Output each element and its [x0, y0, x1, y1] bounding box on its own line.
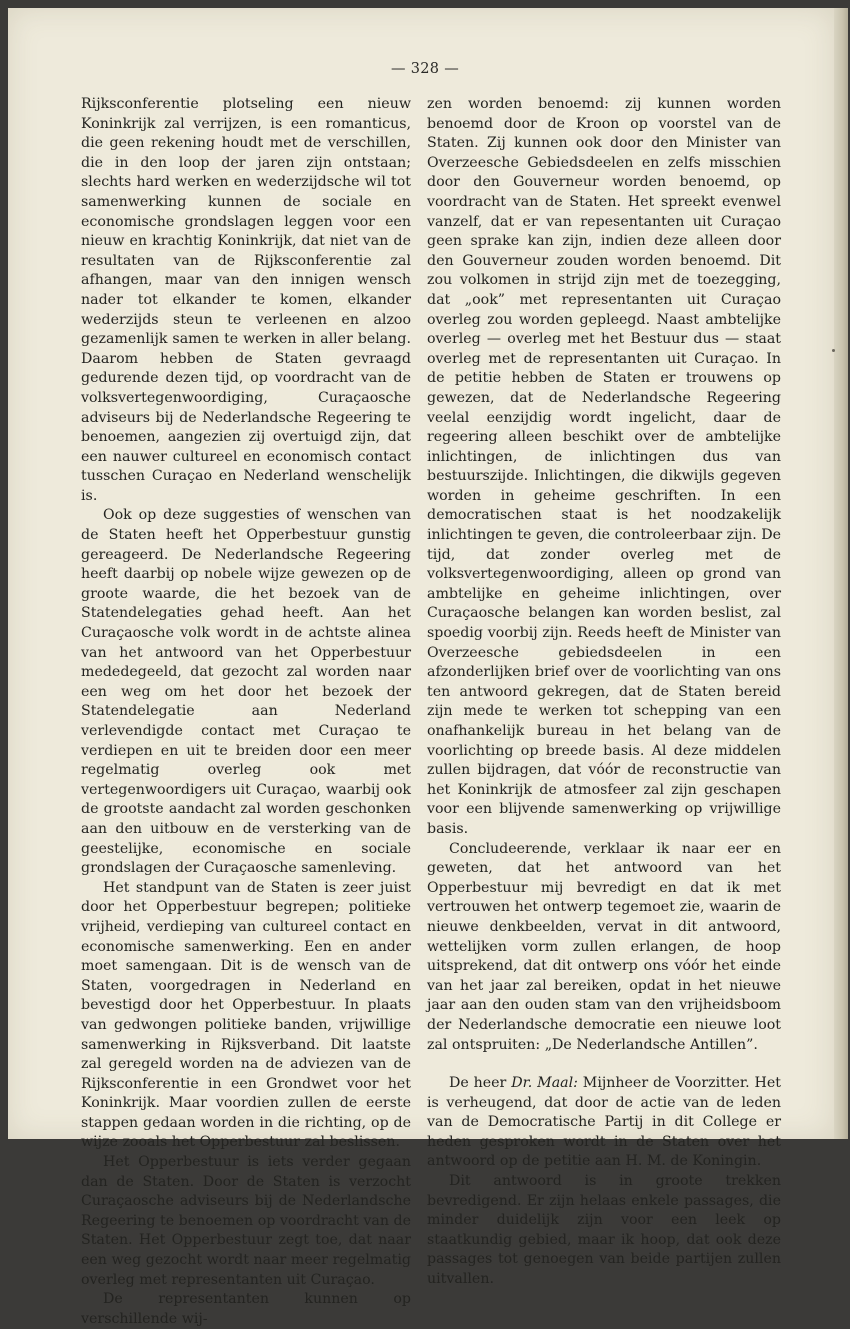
paragraph: Dit antwoord is in groote trekken bevredigend. Er zijn helaas enkele passages, die minder duidelijk zijn voor een leek op staatkundig gebied, maar ik hoop, dat ook deze passages tot genoegen van beide partijen zullen uitvallen.	[427, 1173, 781, 1288]
speech-text: Mijnheer de Voorzitter. Het is verheugend, dat door de actie van de leden van de Democratische Partij in dit College er heden gesproken wordt in de Staten over het antwoord op de petitie aan H. M. de Koningin.	[427, 1075, 781, 1170]
paragraph: Het standpunt van de Staten is zeer juist door het Opperbestuur begrepen; politieke vrijheid, verdieping van cultureel contact en economische samenwerking. Een en ander moet samengaan. Dit is de wensch van de Staten, voorgedragen in Nederland en bevestigd door het Opperbestuur. In plaats van gedwongen politieke banden, vrijwillige samenwerking in Rijksverband. Dit laatste zal geregeld worden na de adviezen van de Rijksconferentie in een Grondwet voor het Koninkrijk. Maar voordien zullen de eerste stappen gedaan worden in die richting, op de wijze zooals het Opperbestuur zal beslissen.	[81, 879, 411, 1151]
paragraph: zen worden benoemd: zij kunnen worden benoemd door de Kroon op voorstel van de Staten. Zij kunnen ook door den Minister van Overzeesche Gebiedsdeelen en zelfs misschien door den Gouverneur worden benoemd, op voordracht van de Staten. Het spreekt evenwel vanzelf, dat er van repesentanten uit Curaçao geen sprake kan zijn, indien deze alleen door den Gouverneur zouden worden benoemd. Dit zou volkomen in strijd zijn met de toezegging, dat „ook” met representanten uit Curaçao overleg zou worden gepleegd. Naast ambtelijke overleg — overleg met het Bestuur dus — staat overleg met de representanten uit Curaçao. In de petitie hebben de Staten er trouwens op gewezen, dat de Nederlandsche Regeering veelal eenzijdig wordt ingelicht, daar de regeering alleen beschikt over de ambtelijke inlichtingen, de inlichtingen dus van bestuurszijde. Inlichtingen, die dikwijls gegeven worden in geheime geschriften. In een democratischen staat is het noodzakelijk inlichtingen te geven, die controleerbaar zijn. De tijd, dat zonder overleg met de volksvertegenwoordiging, alleen op grond van ambtelijke en geheime inlichtingen, over Curaçaosche belangen kan worden beslist, zal spoedig voorbij zijn. Reeds heeft de Minister van Overzeesche gebiedsdeelen in een afzonderlijken brief over de voorlichting van ons ten antwoord gekregen, dat de Staten bereid zijn mede te werken tot schepping van een onafhankelijk bureau in het belang van de voorlichting op breede basis. Al deze middelen zullen bijdragen, dat vóór de reconstructie van het Koninkrijk de atmosfeer zal zijn geschapen voor een blijvende samenwerking op vrijwillige basis.	[427, 96, 781, 837]
paragraph: Ook op deze suggesties of wenschen van de Staten heeft het Opperbestuur gunstig gereageerd. De Nederlandsche Regeering heeft daarbij op nobele wijze gewezen op de groote waarde, die het bezoek van de Statendelegaties gehad heeft. Aan het Curaçaosche volk wordt in de achtste alinea van het antwoord van het Opperbestuur mededegeeld, dat gezocht zal worden naar een weg om het door het bezoek der Statendelegatie aan Nederland verlevendigde contact met Curaçao te verdiepen en uit te breiden door een meer regelmatig overleg ook met vertegenwoordigers uit Curaçao, waarbij ook de grootste aandacht zal worden geschonken aan den uitbouw en de versterking van de geestelijke, economische en sociale grondslagen der Curaçaosche samenleving.	[81, 507, 411, 877]
margin-mark	[832, 349, 835, 352]
page-number: — 328 —	[391, 61, 459, 77]
paragraph: De representanten kunnen op verschillende wij-	[81, 1291, 411, 1327]
speaker-name: Dr. Maal:	[511, 1075, 578, 1092]
page-edge	[834, 8, 848, 1139]
paragraph: Rijksconferentie plotseling een nieuw Koninkrijk zal verrijzen, is een romanticus, die geen rekening houdt met de verschillen, die in den loop der jaren zijn ontstaan; slechts hard werken en wederzijdsche wil tot samenwerking kunnen de sociale en economische grondslagen leggen voor een nieuw en krachtig Koninkrijk, dat niet van de resultaten van de Rijksconferentie zal afhangen, maar van den innigen wensch nader tot elkander te komen, elkander wederzijds steun te verleenen en alzoo gezamenlijk samen te werken in aller belang. Daarom hebben de Staten gevraagd gedurende dezen tijd, op voordracht van de volksvertegenwoordiging, Curaçaosche adviseurs bij de Nederlandsche Regeering te benoemen, aangezien zij overtuigd zijn, dat een nauwer cultureel en economisch contact tusschen Curaçao en Nederland wenschelijk is.	[81, 96, 411, 504]
right-column	[427, 95, 781, 1290]
speaker-intro: De heer	[449, 1075, 512, 1092]
left-column	[81, 95, 411, 1329]
speaker-paragraph	[427, 1074, 781, 1172]
paragraph: Concludeerende, verklaar ik naar eer en geweten, dat het antwoord van het Opperbestuur mij bevredigt en dat ik met vertrouwen het ontwerp tegemoet zie, waarin de nieuwe denkbeelden, vervat in dit antwoord, wettelijken vorm zullen erlangen, de hoop uitsprekend, dat dit ontwerp ons vóór het einde van het jaar zal bereiken, opdat in het nieuwe jaar aan den ouden stam van den vrijheidsboom der Nederlandsche democratie een nieuwe loot zal ontspruiten: „De Nederlandsche Antillen”.	[427, 840, 781, 1053]
paragraph: Het Opperbestuur is iets verder gegaan dan de Staten. Door de Staten is verzocht Curaçaosche adviseurs bij de Nederlandsche Regeering te benoemen op voordracht van de Staten. Het Opperbestuur zegt toe, dat naar een weg gezocht wordt naar meer regelmatig overleg met representanten uit Curaçao.	[81, 1154, 411, 1288]
